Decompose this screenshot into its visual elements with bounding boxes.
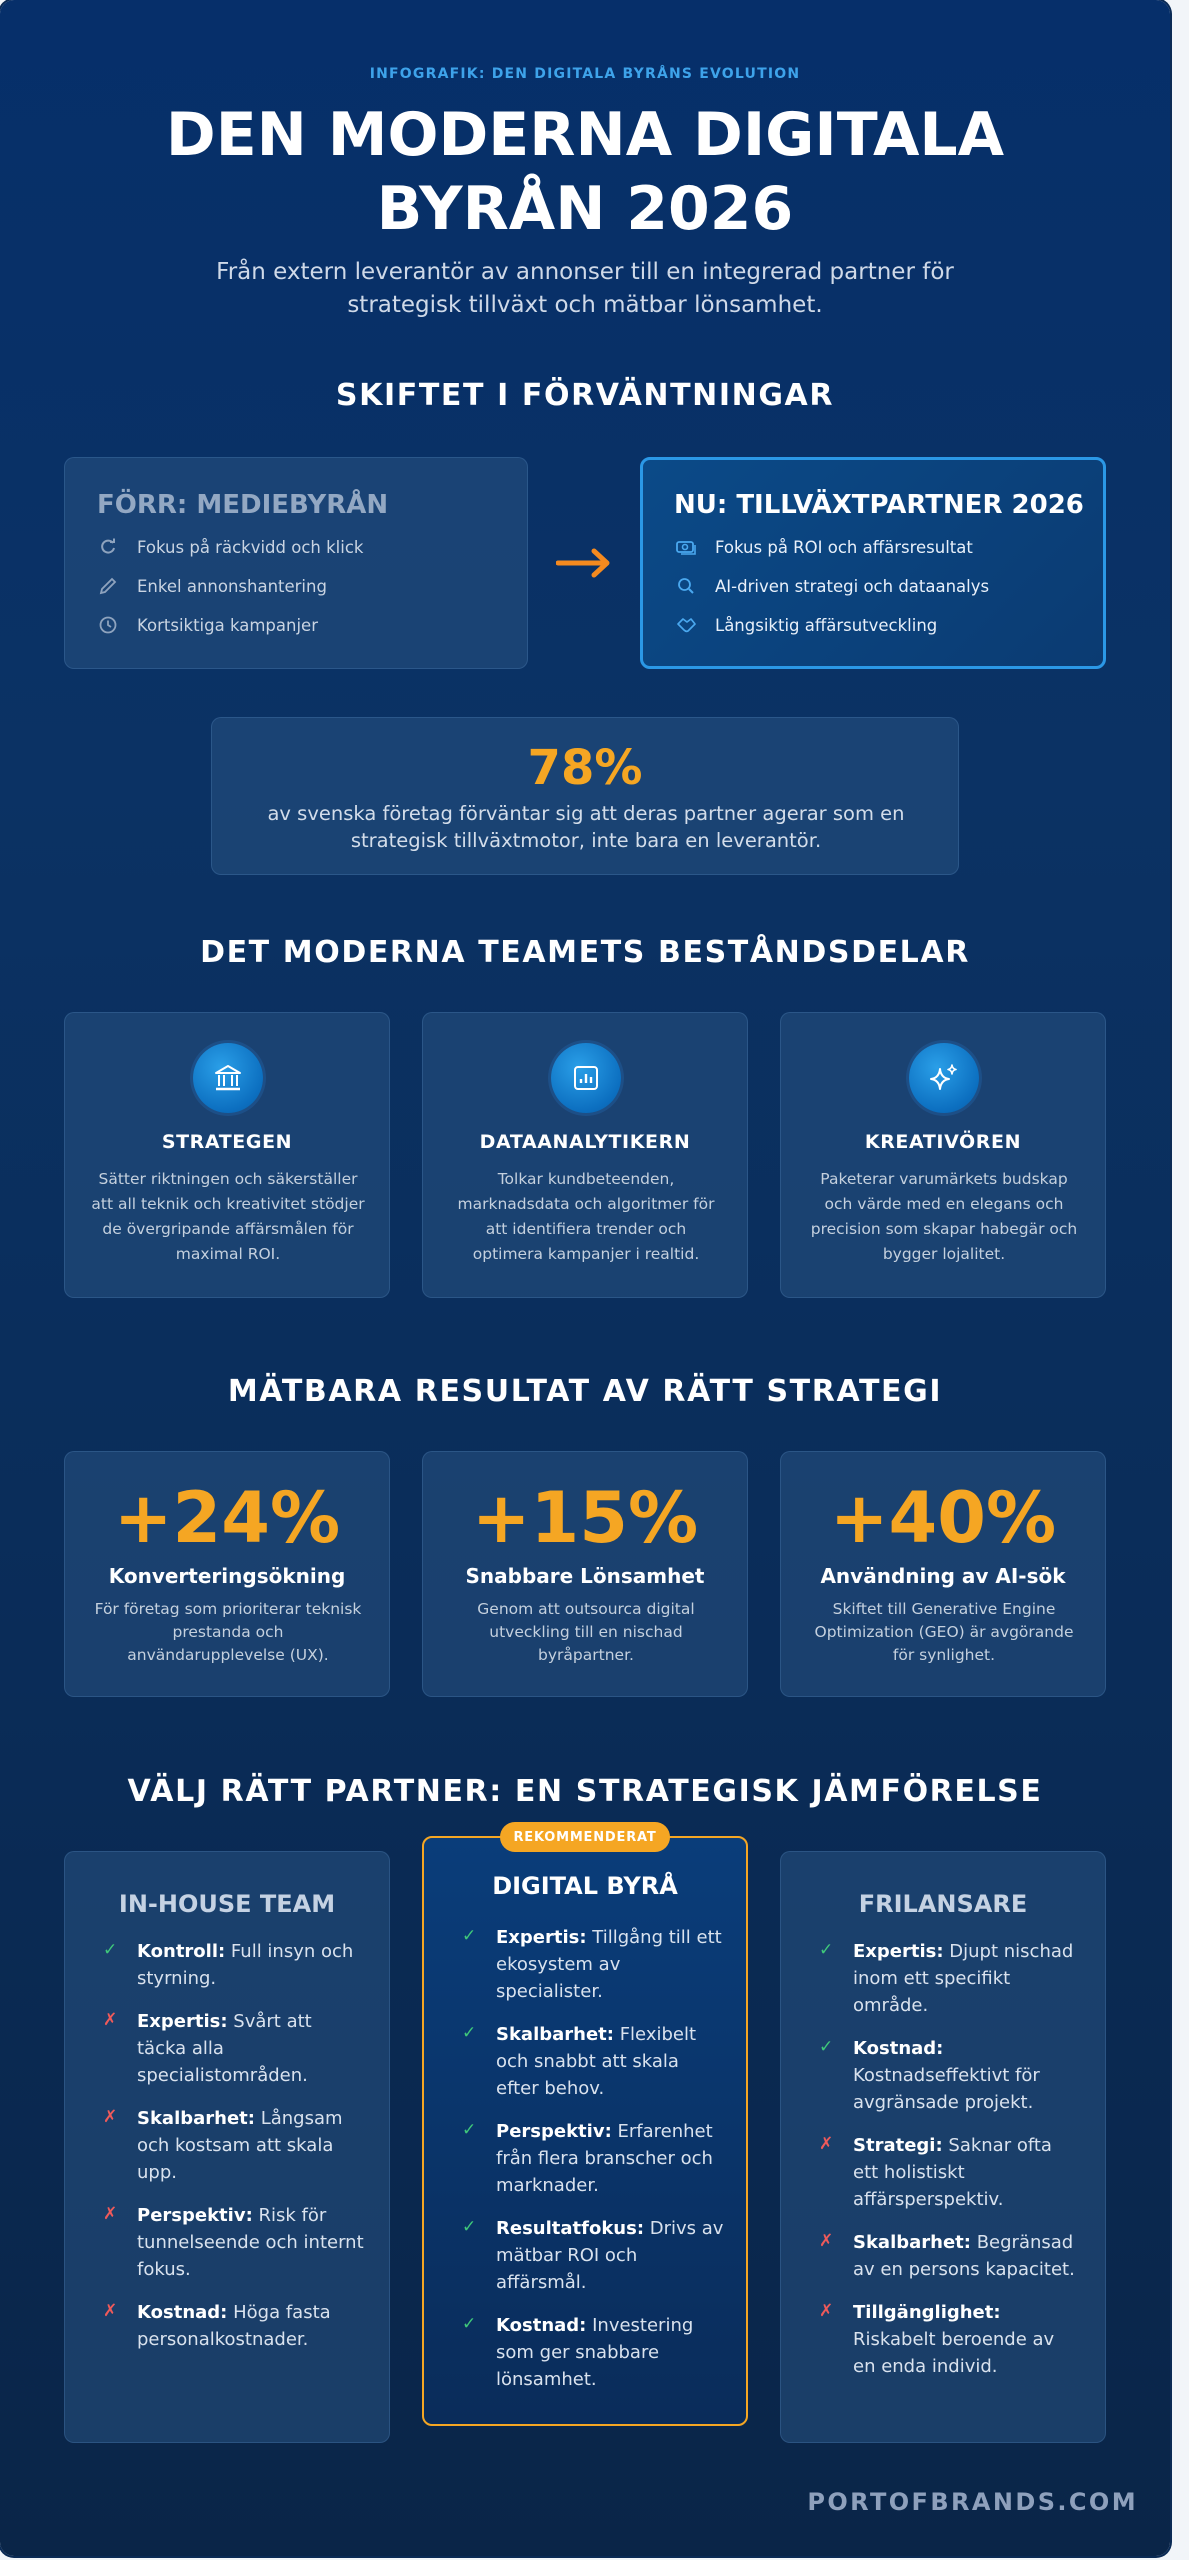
- compare-item-label: Perspektiv:: [137, 2205, 253, 2226]
- compare-item-description: Risk för tunnelseende och internt fokus.: [137, 2205, 364, 2280]
- compare-item: [819, 2299, 1081, 2380]
- compare-item: [462, 2021, 724, 2102]
- before-item-text: Kortsiktiga kampanjer: [137, 615, 318, 635]
- check-icon: ✓: [462, 2120, 477, 2140]
- refresh-icon: [97, 536, 119, 558]
- compare-item-description: Drivs av mätbar ROI och affärsmål.: [496, 2218, 724, 2293]
- sparkle-icon: [909, 1043, 979, 1113]
- compare-item-text: [853, 2132, 1081, 2213]
- compare-item-label: Resultatfokus:: [496, 2218, 645, 2239]
- compare-card-agency: [422, 1829, 748, 2426]
- section-title-team: DET MODERNA TEAMETS BESTÅNDSDELAR: [200, 935, 970, 970]
- check-icon: ✓: [462, 2023, 477, 2043]
- after-item: [675, 536, 973, 558]
- role-text: Sätter riktningen och säkerställer att all teknik och kreativitet stödjer de övergripande affärsmålen för maximal ROI.: [91, 1170, 365, 1263]
- role-title: KREATIVÖREN: [864, 1131, 1022, 1153]
- metric-card: [780, 1451, 1106, 1697]
- footer-brand: PORTOFBRANDS.COM: [807, 2488, 1138, 2516]
- compare-item-description: Långsam och kostsam att skala upp.: [137, 2108, 343, 2183]
- compare-item: [462, 2312, 724, 2393]
- cross-icon: ✗: [819, 2301, 834, 2321]
- compare-item-description: Höga fasta personalkostnader.: [137, 2302, 331, 2350]
- cross-icon: ✗: [103, 2204, 118, 2224]
- chart-icon: [551, 1043, 621, 1113]
- before-item: [97, 536, 363, 558]
- compare-item-text: [496, 2312, 724, 2393]
- compare-item-label: Expertis:: [137, 2011, 228, 2032]
- compare-item: [819, 2035, 1081, 2116]
- compare-item: [462, 2118, 724, 2199]
- after-item: [675, 575, 989, 597]
- compare-item-description: Full insyn och styrning.: [137, 1941, 354, 1989]
- compare-title: FRILANSARE: [858, 1890, 1028, 1918]
- compare-item-text: [496, 1924, 724, 2005]
- compare-item-label: Tillgänglighet:: [853, 2302, 1001, 2323]
- before-panel-title: FÖRR: MEDIEBYRÅN: [97, 490, 389, 520]
- compare-item-text: [137, 2105, 365, 2186]
- eyebrow-label: INFOGRAFIK: DEN DIGITALA BYRÅNS EVOLUTION: [369, 66, 801, 82]
- cross-icon: ✗: [103, 2301, 118, 2321]
- compare-item-label: Skalbarhet:: [137, 2108, 255, 2129]
- metric-value: +15%: [471, 1477, 699, 1559]
- check-icon: ✓: [819, 2037, 834, 2057]
- role-title: DATAANALYTIKERN: [479, 1131, 691, 1153]
- clock-icon: [97, 614, 119, 636]
- compare-title: IN-HOUSE TEAM: [118, 1890, 336, 1918]
- after-item-text: Fokus på ROI och affärsresultat: [715, 537, 973, 557]
- metric-text: Skiftet till Generative Engine Optimization (GEO) är avgörande för synlighet.: [814, 1600, 1074, 1664]
- compare-item: [462, 1924, 724, 2005]
- compare-item-text: [853, 2035, 1081, 2116]
- page-title: [0, 98, 1170, 246]
- compare-item-label: Perspektiv:: [496, 2121, 612, 2142]
- section-title-compare: VÄLJ RÄTT PARTNER: EN STRATEGISK JÄMFÖRELSE: [127, 1774, 1043, 1809]
- compare-item: [103, 2299, 365, 2353]
- check-icon: ✓: [103, 1940, 118, 1960]
- stat-text: av svenska företag förväntar sig att deras partner agerar som en strategisk tillväxtmotor, inte bara en leverantör.: [267, 802, 905, 852]
- metric-title: Snabbare Lönsamhet: [465, 1564, 705, 1588]
- after-panel: [640, 457, 1106, 669]
- compare-item-text: [137, 2202, 365, 2283]
- compare-item-description: Investering som ger snabbare lönsamhet.: [496, 2315, 694, 2390]
- compare-item-label: Expertis:: [496, 1927, 587, 1948]
- stat-panel: [211, 717, 959, 875]
- role-card-creative: [780, 1012, 1106, 1298]
- compare-item-description: Saknar ofta ett holistiskt affärsperspektiv.: [853, 2135, 1052, 2210]
- compare-item-label: Kostnad:: [853, 2038, 944, 2059]
- role-text: Tolkar kundbeteenden, marknadsdata och algoritmer för att identifiera trender och optimera kampanjer i realtid.: [457, 1170, 715, 1263]
- bank-icon: [193, 1043, 263, 1113]
- compare-item-description: Djupt nischad inom ett specifikt område.: [853, 1941, 1074, 2016]
- before-item-text: Fokus på räckvidd och klick: [137, 537, 364, 557]
- role-card-strategist: [64, 1012, 390, 1298]
- compare-item: [819, 2132, 1081, 2213]
- check-icon: ✓: [462, 2314, 477, 2334]
- compare-card-inhouse: [64, 1851, 390, 2443]
- page-subtitle: Från extern leverantör av annonser till en integrerad partner för strategisk tillväxt och mätbar lönsamhet.: [216, 259, 954, 318]
- before-item-text: Enkel annonshantering: [137, 576, 327, 596]
- compare-item: [103, 2105, 365, 2186]
- metric-title: Användning av AI-sök: [820, 1564, 1066, 1588]
- cross-icon: ✗: [819, 2231, 834, 2251]
- compare-item-label: Kostnad:: [137, 2302, 228, 2323]
- metric-text: För företag som prioriterar teknisk prestanda och användarupplevelse (UX).: [94, 1600, 362, 1664]
- before-panel: [64, 457, 528, 669]
- title-line-2: BYRÅN 2026: [376, 174, 794, 244]
- metric-card: [64, 1451, 390, 1697]
- section-title-results: MÄTBARA RESULTAT AV RÄTT STRATEGI: [227, 1374, 943, 1409]
- compare-item: [103, 1938, 365, 1992]
- role-card-analyst: [422, 1012, 748, 1298]
- title-line-1: DEN MODERNA DIGITALA: [165, 100, 1005, 170]
- cross-icon: ✗: [103, 2107, 118, 2127]
- compare-item-text: [137, 2299, 365, 2353]
- compare-item-text: [496, 2021, 724, 2102]
- compare-item-text: [137, 2008, 365, 2089]
- compare-item-description: Flexibelt och snabbt att skala efter behov.: [496, 2024, 697, 2099]
- pencil-icon: [97, 575, 119, 597]
- compare-item-label: Kostnad:: [496, 2315, 587, 2336]
- metric-title: Konverteringsökning: [108, 1564, 346, 1588]
- compare-item-label: Strategi:: [853, 2135, 943, 2156]
- cross-icon: ✗: [819, 2134, 834, 2154]
- search-icon: [675, 575, 697, 597]
- compare-item-text: [496, 2118, 724, 2199]
- before-item: [97, 614, 318, 636]
- compare-item-description: Svårt att täcka alla specialistområden.: [137, 2011, 312, 2086]
- stat-value: 78%: [527, 740, 643, 796]
- compare-item: [819, 2229, 1081, 2283]
- after-panel-title: NU: TILLVÄXTPARTNER 2026: [674, 490, 1084, 520]
- after-item-text: AI-driven strategi och dataanalys: [715, 576, 990, 596]
- check-icon: ✓: [462, 2217, 477, 2237]
- compare-item: [462, 2215, 724, 2296]
- after-item: [675, 614, 937, 636]
- before-item: [97, 575, 327, 597]
- compare-card-freelancer: [780, 1851, 1106, 2443]
- after-item-text: Långsiktig affärsutveckling: [715, 615, 938, 635]
- compare-item-description: Kostnadseffektivt för avgränsade projekt.: [853, 2065, 1040, 2113]
- compare-title: DIGITAL BYRÅ: [492, 1872, 678, 1900]
- check-icon: ✓: [462, 1926, 477, 1946]
- compare-item-label: Kontroll:: [137, 1941, 226, 1962]
- compare-item-label: Expertis:: [853, 1941, 944, 1962]
- compare-item-label: Skalbarhet:: [853, 2232, 971, 2253]
- compare-item: [103, 2008, 365, 2089]
- handshake-icon: [675, 614, 697, 636]
- compare-item-text: [853, 1938, 1081, 2019]
- compare-item-text: [496, 2215, 724, 2296]
- compare-item: [103, 2202, 365, 2283]
- role-text: Paketerar varumärkets budskap och värde med en elegans och precision som skapar habegär och bygger lojalitet.: [810, 1170, 1078, 1263]
- compare-item-description: Tillgång till ett ekosystem av specialister.: [496, 1927, 722, 2002]
- arrow-right-icon: [556, 538, 612, 588]
- compare-item-label: Skalbarhet:: [496, 2024, 614, 2045]
- metric-value: +24%: [113, 1477, 341, 1559]
- role-title: STRATEGEN: [161, 1131, 293, 1153]
- money-icon: [675, 536, 697, 558]
- compare-item: [819, 1938, 1081, 2019]
- metric-card: [422, 1451, 748, 1697]
- compare-item-description: Begränsad av en persons kapacitet.: [853, 2232, 1075, 2280]
- recommended-badge: REKOMMENDERAT: [500, 1822, 670, 1852]
- compare-item-text: [853, 2229, 1081, 2283]
- metric-text: Genom att outsourca digital utveckling till en nischad byråpartner.: [477, 1600, 695, 1664]
- compare-item-text: [137, 1938, 365, 1992]
- check-icon: ✓: [819, 1940, 834, 1960]
- compare-item-text: [853, 2299, 1081, 2380]
- section-title-shift: SKIFTET I FÖRVÄNTNINGAR: [335, 378, 835, 413]
- compare-item-description: Erfarenhet från flera branscher och marknader.: [496, 2121, 713, 2196]
- metric-value: +40%: [829, 1477, 1057, 1559]
- compare-item-description: Riskabelt beroende av en enda individ.: [853, 2329, 1055, 2377]
- cross-icon: ✗: [103, 2010, 118, 2030]
